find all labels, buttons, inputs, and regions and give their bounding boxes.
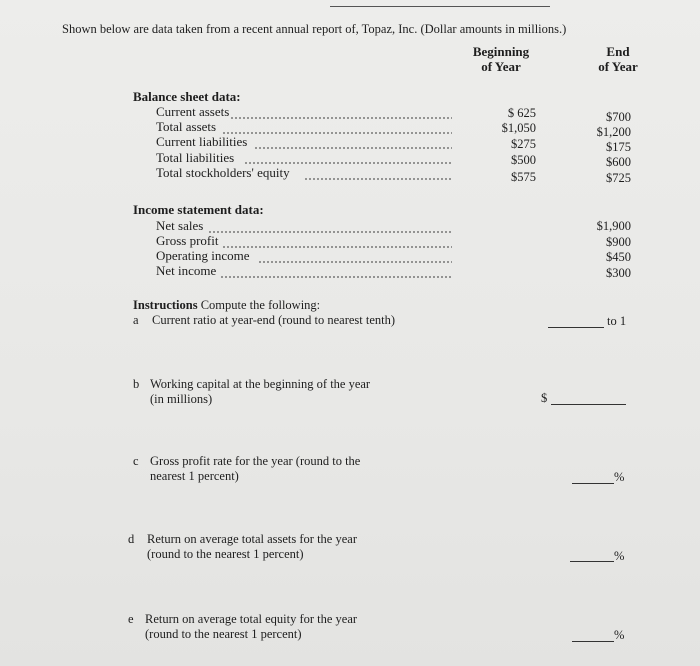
- answer-blank-c[interactable]: [572, 483, 614, 484]
- answer-suffix: %: [614, 470, 625, 484]
- answer-blank-e[interactable]: [572, 641, 614, 642]
- question-e: Return on average total equity for the year (round to the nearest 1 percent): [145, 612, 358, 641]
- question-letter: d: [128, 532, 135, 546]
- question-b: Working capital at the beginning of the year (in millions): [150, 377, 371, 406]
- table-cell-end: $700: [606, 110, 631, 124]
- leader-dots: [258, 261, 452, 263]
- table-row-label: Total assets: [156, 119, 217, 134]
- table-cell-end: $900: [606, 235, 631, 249]
- question-a: Current ratio at year-end (round to nearest tenth): [152, 313, 396, 327]
- table-row-label: Operating income: [156, 248, 250, 263]
- table-cell-end: $725: [606, 171, 631, 185]
- question-letter: a: [133, 313, 139, 327]
- table-cell-end: $1,200: [596, 125, 631, 139]
- table-cell-end: $175: [606, 140, 631, 154]
- balance-sheet-title: Balance sheet data:: [133, 89, 241, 104]
- table-row-label: Total stockholders' equity: [156, 165, 290, 180]
- answer-blank-b[interactable]: [551, 404, 626, 405]
- column-header-beginning: Beginning of Year: [472, 44, 530, 74]
- column-header-end: End of Year: [598, 44, 638, 74]
- leader-dots: [230, 117, 452, 119]
- table-cell-end: $450: [606, 250, 631, 264]
- intro-text: Shown below are data taken from a recent annual report of, Topaz, Inc. (Dollar amounts in millions.): [62, 22, 567, 36]
- table-cell-beginning: $500: [511, 153, 536, 167]
- table-cell-beginning: $575: [511, 170, 536, 184]
- leader-dots: [244, 162, 452, 164]
- answer-suffix: %: [614, 628, 625, 642]
- leader-dots: [254, 147, 452, 149]
- top-rule: [330, 6, 550, 7]
- question-letter: c: [133, 454, 139, 468]
- answer-prefix: $: [541, 391, 548, 405]
- answer-blank-a[interactable]: [548, 327, 604, 328]
- table-cell-beginning: $1,050: [501, 121, 536, 135]
- leader-dots: [222, 246, 452, 248]
- instructions-text: Compute the following:: [200, 298, 321, 312]
- table-cell-end: $300: [606, 266, 631, 280]
- question-letter: b: [133, 377, 140, 391]
- leader-dots: [220, 276, 452, 278]
- question-c: Gross profit rate for the year (round to the nearest 1 percent): [150, 454, 361, 483]
- leader-dots: [222, 132, 452, 134]
- table-row-label: Gross profit: [156, 233, 219, 248]
- question-letter: e: [128, 612, 134, 626]
- table-row-label: Total liabilities: [156, 150, 235, 165]
- table-row-label: Current liabilities: [156, 134, 248, 149]
- table-cell-end: $600: [606, 155, 631, 169]
- income-statement-title: Income statement data:: [133, 202, 264, 217]
- instructions: [133, 298, 320, 313]
- answer-blank-d[interactable]: [570, 561, 614, 562]
- leader-dots: [304, 178, 452, 180]
- table-row-label: Net income: [156, 263, 217, 278]
- table-row-label: Current assets: [156, 104, 230, 119]
- instructions-heading: Instructions: [133, 298, 198, 312]
- table-cell-beginning: $275: [511, 137, 536, 151]
- answer-suffix: to 1: [607, 314, 627, 328]
- table-row-label: Net sales: [156, 218, 204, 233]
- answer-suffix: %: [614, 549, 625, 563]
- table-cell-end: $1,900: [596, 219, 631, 233]
- table-cell-beginning: $ 625: [507, 106, 536, 120]
- leader-dots: [208, 231, 452, 233]
- question-d: Return on average total assets for the year (round to the nearest 1 percent): [147, 532, 357, 561]
